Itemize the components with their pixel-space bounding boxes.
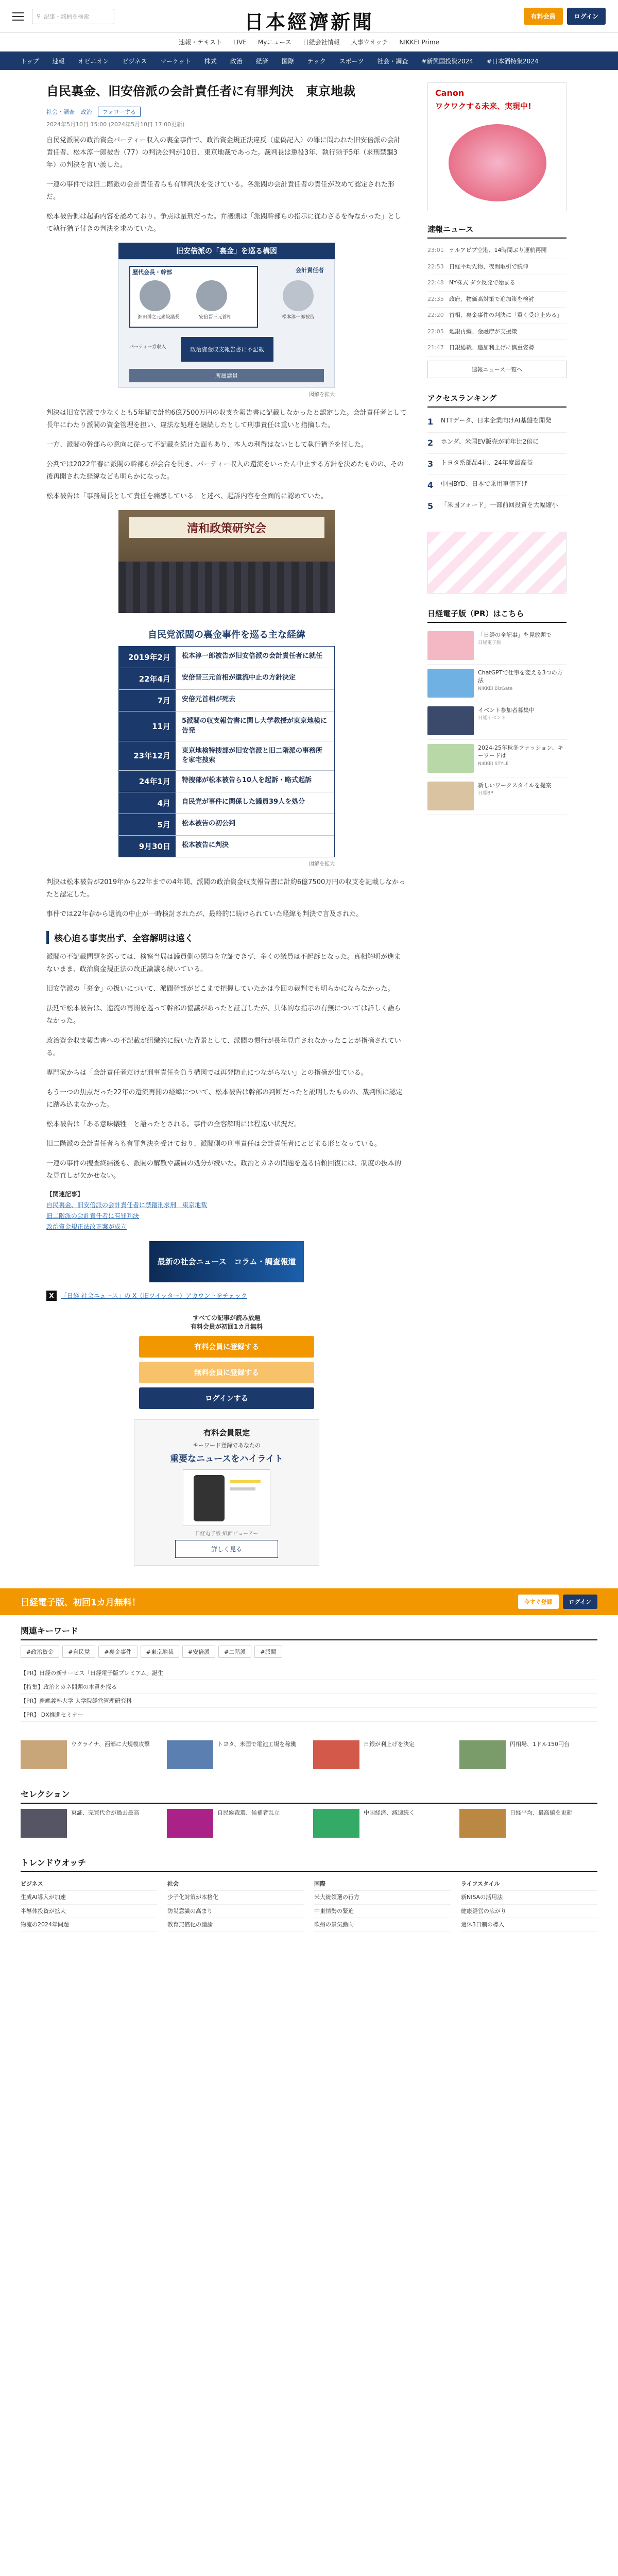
timeline-date: 2019年2月 bbox=[119, 647, 176, 668]
article-title: 自民裏金、旧安倍派の会計責任者に有罪判決 東京地裁 bbox=[46, 84, 355, 98]
mainnav-item[interactable]: 国際 bbox=[281, 57, 294, 65]
paragraph: 政治資金収支報告書への不記載が組織的に続いた背景として、派閥の慣行が長年見直されなかったことが指摘されている。 bbox=[46, 1037, 401, 1057]
card-thumbnail bbox=[167, 1809, 213, 1838]
paragraph: 派閥の不記載問題を巡っては、検察当局は議員側の関与を立証できず、多くの議員は不起訴となった。真相解明が進まないまま、政治資金規正法の改正論議も続いている。 bbox=[46, 953, 401, 974]
card-thumbnail bbox=[21, 1740, 67, 1769]
banner-text: 清和政策研究会 bbox=[129, 517, 324, 538]
news-headline[interactable]: 日経平均先物、夜間取引で続伸 bbox=[449, 263, 528, 270]
mainnav-item[interactable]: #新興国投資2024 bbox=[421, 57, 473, 65]
breaking-news-title: 速報ニュース bbox=[427, 224, 566, 239]
timeline-row bbox=[119, 814, 334, 835]
paragraph: 判決は旧安倍派で少なくとも5年間で計約6億7500万円の収支を報告書に記載しなかったと認定した。会計責任者として長年にわたり派閥の資金管理を担い、違法な処理を継続したとして刑事責任は重いと指摘した。 bbox=[46, 409, 407, 430]
news-item[interactable] bbox=[427, 259, 566, 276]
site-logo[interactable]: 日本經濟新聞 bbox=[244, 10, 374, 33]
trend-link[interactable]: 物流の2024年問題 bbox=[21, 1918, 157, 1931]
trend-column bbox=[167, 1877, 304, 1932]
paragraph: 公判では2022年春に派閥の幹部らが会合を開き、パーティー収入の還流をいったん中止する方針を決めたものの、その後再開された経緯なども明らかになった。 bbox=[46, 461, 404, 481]
article-date: 2024年5月10日 15:00 (2024年5月10日 17:00更新) bbox=[46, 121, 185, 128]
search-icon: ⚲ bbox=[37, 13, 41, 20]
timeline-event: 松本淳一郎被告が旧安倍派の会計責任者に就任 bbox=[176, 647, 334, 668]
related-link[interactable]: 旧二階派の会計責任者に有罪判決 bbox=[46, 1212, 140, 1219]
ranking-item[interactable] bbox=[427, 475, 566, 496]
figure-expand-link[interactable]: 図解を拡大 bbox=[309, 392, 335, 398]
keyword-tag[interactable]: #二階派 bbox=[218, 1646, 251, 1658]
timeline-date: 24年1月 bbox=[119, 771, 176, 792]
ranking-headline[interactable]: 「米国フォード」一部前回投資を大幅縮小 bbox=[441, 501, 558, 509]
figure-expand-link[interactable]: 図解を拡大 bbox=[309, 861, 335, 868]
news-headline[interactable]: テルアビブ空港、14時間ぶり運航再開 bbox=[449, 247, 547, 253]
ranking-item[interactable] bbox=[427, 454, 566, 475]
card-thumbnail bbox=[459, 1740, 506, 1769]
paragraph: 旧二階派の会計責任者らも有罪判決を受けており、派閥側の刑事責任は会計責任者にとどまる形となっている。 bbox=[46, 1140, 382, 1148]
news-time: 23:01 bbox=[427, 247, 444, 253]
sidebar-banner[interactable] bbox=[427, 532, 566, 594]
mainnav-item[interactable]: 速報 bbox=[52, 57, 65, 65]
site-header bbox=[0, 0, 618, 33]
subscription-box: すべての記事が読み放題 有料会員が初回1カ月無料 有料会員に登録する 無料会員に登録する ログインする bbox=[139, 1313, 314, 1409]
card-headline[interactable]: トヨタ、米国で電池工場を稼働 bbox=[217, 1740, 297, 1748]
trend-link[interactable]: 健康経営の広がり bbox=[461, 1905, 597, 1918]
promo-link[interactable]: 【PR】日経の新サービス「日経電子版プレミアム」誕生 bbox=[21, 1666, 597, 1680]
news-time: 22:05 bbox=[427, 328, 444, 335]
paragraph: 松本被告は「事務局長として責任を痛感している」と述べ、起訴内容を全面的に認めていた。 bbox=[46, 493, 328, 501]
follow-button[interactable]: フォローする bbox=[98, 107, 141, 117]
promo-bar: 日経電子版、初回1カ月無料！ 今すぐ登録 ログイン bbox=[0, 1588, 618, 1615]
trend-column bbox=[314, 1877, 451, 1932]
pr-source: NIKKEI STYLE bbox=[478, 761, 509, 767]
search-input[interactable]: ⚲ 記事・銘柄を検索 bbox=[32, 9, 114, 24]
trend-column bbox=[461, 1877, 597, 1932]
section-heading: 核心迫る事実出ず、全容解明は遠く bbox=[46, 931, 407, 944]
feature-details-button[interactable]: 詳しく見る bbox=[175, 1540, 278, 1558]
timeline-row bbox=[119, 668, 334, 689]
pr-source: 日経BP bbox=[478, 791, 493, 796]
card-headline[interactable]: 東証、売買代金が過去最高 bbox=[71, 1809, 139, 1816]
keyword-tag[interactable]: #安倍派 bbox=[182, 1646, 215, 1658]
pr-item[interactable] bbox=[427, 627, 566, 665]
mainnav-item[interactable]: 経済 bbox=[255, 57, 268, 65]
paragraph: 法廷で松本被告は、還流の再開を巡って幹部の協議があったと証言したが、具体的な指示の有無については詳しく語らなかった。 bbox=[46, 1005, 401, 1025]
pr-headline[interactable]: イベント参加者募集中 bbox=[478, 706, 535, 714]
article-card[interactable] bbox=[313, 1740, 451, 1769]
ranking-title: アクセスランキング bbox=[427, 393, 566, 408]
ranking-number: 1 bbox=[427, 416, 434, 427]
trend-link[interactable]: 防災意識の高まり bbox=[167, 1905, 304, 1918]
promo-link[interactable]: 【PR】 DX推進セミナー bbox=[21, 1708, 597, 1722]
pr-text bbox=[478, 669, 566, 698]
keyword-tag[interactable]: #自民党 bbox=[62, 1646, 95, 1658]
keyword-tag[interactable]: #東京地裁 bbox=[141, 1646, 179, 1658]
promo-link[interactable]: 【PR】慶應義塾大学 大学院経営管理研究科 bbox=[21, 1694, 597, 1708]
card-headline[interactable]: 自民総裁選、候補者乱立 bbox=[217, 1809, 280, 1816]
ranking-item[interactable] bbox=[427, 433, 566, 454]
pr-item[interactable] bbox=[427, 702, 566, 740]
related-articles: 【関連記事】 自民裏金、旧安倍派の会計責任者に禁錮刑求刑 東京地裁 旧二階派の会計責任者に有罪判決 政治資金規正法改正案が成立 bbox=[46, 1190, 407, 1231]
pr-source: 日経電子版 bbox=[478, 640, 502, 646]
timeline-event: 東京地検特捜部が旧安倍派と旧二階派の事務所を家宅捜索 bbox=[176, 741, 334, 770]
ranking-headline[interactable]: ホンダ、米国EV販売が前年比2倍に bbox=[441, 437, 539, 445]
timeline-event: 5派閥の収支報告書に関し大学教授が東京地検に告発 bbox=[176, 711, 334, 740]
ranking-headline[interactable]: 中国BYD、日本で乗用車値下げ bbox=[441, 480, 528, 487]
subscribe-button[interactable]: 有料会員 bbox=[524, 8, 563, 25]
portrait-abe bbox=[196, 280, 227, 311]
keyword-tag[interactable]: #裏金事件 bbox=[98, 1646, 137, 1658]
timeline-title: 自民党派閥の裏金事件を巡る主な経緯 bbox=[148, 630, 305, 641]
pr-thumbnail bbox=[427, 631, 474, 660]
figure-structure: 旧安倍派の「裏金」を巡る構図 歴代会長・幹部 細田博之元衆院議長 安倍晋三元首相 会計責任者 松本淳一郎被告 政治資金収支報告書に不記載 パーティー券収入 所属議員 図解を拡大 bbox=[118, 243, 335, 398]
paragraph: 一方、派閥の幹部らの意向に従って不記載を続けた面もあり、本人の利得はないとして執行猶予を付した。 bbox=[46, 441, 368, 449]
timeline-row bbox=[119, 647, 334, 668]
subnav-item[interactable]: 速報・テキスト bbox=[179, 39, 222, 46]
timeline-event: 松本被告に判決 bbox=[176, 836, 334, 857]
login-button[interactable]: ログイン bbox=[567, 8, 606, 25]
mainnav-item[interactable]: スポーツ bbox=[339, 57, 364, 65]
main-navigation bbox=[0, 52, 618, 70]
ranking-number: 3 bbox=[427, 459, 434, 469]
news-time: 22:53 bbox=[427, 263, 444, 270]
figure-title: 旧安倍派の「裏金」を巡る構図 bbox=[118, 243, 335, 259]
section-link[interactable]: 政治 bbox=[80, 108, 92, 115]
paragraph: 松本被告は「ある意味犠牲」と語ったとされる。事件の全容解明には程遠い状況だ。 bbox=[46, 1120, 301, 1128]
timeline-event: 特捜部が松本被告ら10人を起訴・略式起訴 bbox=[176, 771, 334, 792]
promo-login-button[interactable]: ログイン bbox=[563, 1595, 597, 1609]
x-logo-icon: X bbox=[46, 1291, 57, 1301]
sidebar-ad[interactable]: Canon ワクワクする未来、実現中! bbox=[427, 82, 566, 211]
trend-link[interactable]: 生成AI導入が加速 bbox=[21, 1891, 157, 1904]
keyword-tag[interactable]: #政治資金 bbox=[21, 1646, 59, 1658]
pr-thumbnail bbox=[427, 669, 474, 698]
pr-text bbox=[478, 782, 552, 810]
feature-box: 有料会員限定 キーワード登録であなたの 重要なニュースをハイライト 日経電子版 紙面ビューアー 詳しく見る bbox=[134, 1419, 319, 1566]
paragraph: 専門家からは「会計責任者だけが刑事責任を負う構図では再発防止につながらない」との指摘が出ている。 bbox=[46, 1069, 368, 1077]
paragraph: もう一つの焦点だった22年の還流再開の経緯について、松本被告は幹部の判断だったと説明したものの、裁判所は認定に踏み込まなかった。 bbox=[46, 1088, 403, 1109]
trend-section: トレンドウオッチ ビジネス 生成AI導入が加速 半導体投資が拡大 物流の2024年問題 社会 少子化対策が本格化 防災意識の高まり 教育無償化の議論 国際 米大統領選の行方 中東情勢の緊迫 欧州の景気動向 ライフスタイル 新NISAの活用法 健康経営の広がり 週休3日制の導入 bbox=[0, 1847, 618, 1941]
pr-item[interactable] bbox=[427, 665, 566, 702]
article-card[interactable] bbox=[167, 1809, 305, 1838]
timeline-figure bbox=[118, 622, 335, 867]
pr-text bbox=[478, 744, 566, 773]
paragraph: 事件では22年春から還流の中止が一時検討されたが、最終的に続けられていた経緯も判決で言及された。 bbox=[46, 910, 363, 919]
paragraph: 一連の事件の捜査終結後も、派閥の解散や議員の処分が続いた。政治とカネの問題を巡る信頼回復には、制度の抜本的な見直しが欠かせない。 bbox=[46, 1159, 402, 1180]
timeline-event: 自民党が事件に関係した議員39人を処分 bbox=[176, 792, 334, 814]
news-time: 21:47 bbox=[427, 344, 444, 351]
pr-headline[interactable]: 2024-25年秋冬ファッション、キーワードは bbox=[478, 744, 563, 759]
article-card[interactable] bbox=[459, 1740, 597, 1769]
news-item[interactable] bbox=[427, 292, 566, 308]
card-headline[interactable]: ウクライナ、西部に大規模攻撃 bbox=[71, 1740, 150, 1748]
feature-image bbox=[183, 1469, 270, 1526]
pr-thumbnail bbox=[427, 782, 474, 810]
mainnav-item[interactable]: オピニオン bbox=[78, 57, 109, 65]
timeline-event: 松本被告の初公判 bbox=[176, 814, 334, 835]
register-free-button[interactable]: 無料会員に登録する bbox=[139, 1362, 314, 1383]
promo-link[interactable]: 【特集】政治とカネ問題の本質を探る bbox=[21, 1680, 597, 1694]
trend-heading: 社会 bbox=[167, 1877, 304, 1891]
card-headline[interactable]: 日経平均、最高値を更新 bbox=[510, 1809, 572, 1816]
article-card[interactable] bbox=[459, 1809, 597, 1838]
timeline-row bbox=[119, 770, 334, 792]
promo-register-button[interactable]: 今すぐ登録 bbox=[518, 1595, 559, 1609]
portrait-matsumoto bbox=[283, 280, 314, 311]
card-thumbnail bbox=[459, 1809, 506, 1838]
pr-thumbnail bbox=[427, 706, 474, 735]
news-item[interactable] bbox=[427, 308, 566, 324]
ranking-item[interactable] bbox=[427, 412, 566, 433]
timeline-date: 23年12月 bbox=[119, 741, 176, 770]
article-card[interactable] bbox=[21, 1740, 159, 1769]
photo-figure bbox=[118, 510, 335, 613]
paragraph: 判決は松本被告が2019年から22年までの4年間、派閥の政治資金収支報告書に計約6億7500万円の収支を記載しなかったと認定した。 bbox=[46, 878, 406, 899]
news-headline[interactable]: NY株式 ダウ反発で始まる bbox=[449, 279, 516, 286]
trend-link[interactable]: 米大統領選の行方 bbox=[314, 1891, 451, 1904]
timeline-date: 7月 bbox=[119, 690, 176, 711]
article-card[interactable] bbox=[21, 1809, 159, 1838]
timeline-date: 9月30日 bbox=[119, 836, 176, 857]
subnav-item[interactable]: 人事ウオッチ bbox=[351, 39, 388, 46]
timeline-table bbox=[118, 646, 335, 857]
ranking-headline[interactable]: トヨタ系部品4社、24年度最高益 bbox=[441, 459, 533, 466]
related-link[interactable]: 自民裏金、旧安倍派の会計責任者に禁錮刑求刑 東京地裁 bbox=[46, 1201, 208, 1209]
news-time: 22:20 bbox=[427, 312, 444, 318]
trend-link[interactable]: 少子化対策が本格化 bbox=[167, 1891, 304, 1904]
news-item[interactable] bbox=[427, 340, 566, 357]
ranking-headline[interactable]: NTTデータ、日本企業向けAI基盤を開発 bbox=[441, 416, 552, 424]
news-more-link[interactable]: 速報ニュース一覧へ bbox=[427, 361, 566, 378]
paragraph: 自民党派閥の政治資金パーティー収入の裏金事件で、政治資金規正法違反（虚偽記入）の罪に問われた旧安倍派の会計責任者、松本淳一郎被告（77）の判決公判が10日、東京地裁であった。裁判長は懲役3年、執行猶予5年（求刑禁錮3年）の判決を言い渡した。 bbox=[46, 136, 401, 169]
news-headline[interactable]: 地銀再編、金融庁が支援策 bbox=[449, 328, 517, 335]
social-news-banner[interactable]: 最新の社会ニュース コラム・調査報道 bbox=[149, 1241, 304, 1282]
timeline-row bbox=[119, 689, 334, 711]
news-item[interactable] bbox=[427, 324, 566, 341]
trend-link[interactable]: 教育無償化の議論 bbox=[167, 1918, 304, 1931]
pr-text bbox=[478, 706, 535, 735]
mainnav-item[interactable]: トップ bbox=[21, 57, 39, 65]
subnav-item[interactable]: LIVE bbox=[233, 38, 247, 46]
sidebar bbox=[427, 82, 566, 1576]
timeline-date: 22年4月 bbox=[119, 668, 176, 689]
news-headline[interactable]: 首相、裏金事件の判決に「重く受け止める」 bbox=[449, 312, 562, 318]
label: 歴代会長・幹部 bbox=[132, 269, 172, 276]
crowd-image bbox=[118, 562, 335, 613]
mainnav-item[interactable]: #日本酒特集2024 bbox=[486, 57, 539, 65]
card-thumbnail bbox=[21, 1809, 67, 1838]
mainnav-item[interactable]: 株式 bbox=[204, 57, 217, 65]
pr-thumbnail bbox=[427, 744, 474, 773]
card-thumbnail bbox=[167, 1740, 213, 1769]
ranking-number: 4 bbox=[427, 480, 434, 490]
timeline-row bbox=[119, 792, 334, 814]
timeline-date: 5月 bbox=[119, 814, 176, 835]
sub-navigation bbox=[0, 33, 618, 52]
register-paid-button[interactable]: 有料会員に登録する bbox=[139, 1336, 314, 1358]
mainnav-item[interactable]: ビジネス bbox=[122, 57, 147, 65]
paragraph: 旧安倍派の「裏金」の扱いについて、派閥幹部がどこまで把握していたかは今回の裁判でも明らかにならなかった。 bbox=[46, 985, 394, 993]
news-time: 22:48 bbox=[427, 279, 444, 286]
keyword-tag[interactable]: #派閥 bbox=[254, 1646, 282, 1658]
section-link[interactable]: 社会・調査 bbox=[46, 108, 75, 115]
hamburger-menu-icon[interactable] bbox=[12, 12, 24, 21]
portrait-hosoda bbox=[140, 280, 170, 311]
pr-headline[interactable]: 新しいワークスタイルを提案 bbox=[478, 782, 552, 789]
timeline-row bbox=[119, 741, 334, 770]
related-link[interactable]: 政治資金規正法改正案が成立 bbox=[46, 1223, 127, 1230]
ranking-number: 2 bbox=[427, 437, 434, 448]
ranking-number: 5 bbox=[427, 501, 434, 511]
card-headline[interactable]: 中国経済、減速続く bbox=[364, 1809, 415, 1816]
subnav-item[interactable]: 日経会社情報 bbox=[302, 39, 340, 46]
selection-section: セレクション 東証、売買代金が過去最高 自民総裁選、候補者乱立 中国経済、減速続く 日経平均、最高値を更新 bbox=[0, 1778, 618, 1847]
pr-source: NIKKEI BizGate bbox=[478, 686, 513, 692]
trend-link[interactable]: 中東情勢の緊迫 bbox=[314, 1905, 451, 1918]
subnav-item[interactable]: NIKKEI Prime bbox=[399, 38, 439, 46]
article-card[interactable] bbox=[167, 1740, 305, 1769]
pr-text bbox=[478, 631, 552, 660]
card-thumbnail bbox=[313, 1809, 359, 1838]
timeline-row bbox=[119, 711, 334, 740]
mainnav-item[interactable]: 政治 bbox=[230, 57, 243, 65]
pr-headline[interactable]: ChatGPTで仕事を変える3つの方法 bbox=[478, 669, 563, 684]
pr-item[interactable] bbox=[427, 777, 566, 815]
trend-link[interactable]: 半導体投資が拡大 bbox=[21, 1905, 157, 1918]
article bbox=[46, 82, 407, 1576]
news-time: 22:35 bbox=[427, 295, 444, 302]
news-item[interactable] bbox=[427, 275, 566, 292]
trend-column bbox=[21, 1877, 157, 1932]
timeline-event: 安倍晋三元首相が還流中止の方針決定 bbox=[176, 668, 334, 689]
pr-title: 日経電子版（PR）はこちら bbox=[427, 608, 566, 623]
news-headline[interactable]: 日銀総裁、追加利上げに慎重姿勢 bbox=[449, 344, 534, 351]
mainnav-item[interactable]: 社会・調査 bbox=[377, 57, 408, 65]
trend-link[interactable]: 週休3日制の導入 bbox=[461, 1918, 597, 1931]
timeline-date: 4月 bbox=[119, 792, 176, 814]
article-card[interactable] bbox=[313, 1809, 451, 1838]
related-keywords: 関連キーワード #政治資金 #自民党 #裏金事件 #東京地裁 #安倍派 #二階派 #派閥 【PR】日経の新サービス「日経電子版プレミアム」誕生 【特集】政治とカネ問題の本質を探る 【PR】慶應義塾大学 大学院経営管理研究科 【PR】 DX推進セミナー bbox=[0, 1615, 618, 1731]
mainnav-item[interactable]: マーケット bbox=[160, 57, 191, 65]
paragraph: 松本被告側は起訴内容を認めており、争点は量刑だった。弁護側は「派閥幹部らの指示に従わざるを得なかった」として執行猶予付きの判決を求めていた。 bbox=[46, 213, 402, 233]
follow-x-link[interactable]: 「日経 社会ニュース」の X（旧ツイッター）アカウントをチェック bbox=[61, 1292, 247, 1300]
news-headline[interactable]: 政府、物価高対策で追加策を検討 bbox=[449, 295, 534, 302]
recommended-cards bbox=[0, 1731, 618, 1778]
trend-heading: 国際 bbox=[314, 1877, 451, 1891]
paragraph: 一連の事件では旧二階派の会計責任者らも有罪判決を受けている。各派閥の会計責任者の責任が改めて認定された形だ。 bbox=[46, 180, 395, 201]
card-thumbnail bbox=[313, 1740, 359, 1769]
mainnav-item[interactable]: テック bbox=[307, 57, 326, 65]
card-headline[interactable]: 日銀が利上げを決定 bbox=[364, 1740, 415, 1748]
pr-source: 日経イベント bbox=[478, 716, 506, 721]
trend-heading: ビジネス bbox=[21, 1877, 157, 1891]
pr-headline[interactable]: 「日経の全記事」を見放題で bbox=[478, 631, 552, 638]
pr-item[interactable] bbox=[427, 740, 566, 777]
news-item[interactable] bbox=[427, 243, 566, 259]
timeline-date: 11月 bbox=[119, 711, 176, 740]
trend-heading: ライフスタイル bbox=[461, 1877, 597, 1891]
ranking-item[interactable] bbox=[427, 496, 566, 517]
trend-link[interactable]: 欧州の景気動向 bbox=[314, 1918, 451, 1931]
timeline-row bbox=[119, 835, 334, 857]
login-button[interactable]: ログインする bbox=[139, 1387, 314, 1409]
timeline-event: 安倍元首相が死去 bbox=[176, 690, 334, 711]
trend-link[interactable]: 新NISAの活用法 bbox=[461, 1891, 597, 1904]
card-headline[interactable]: 円相場、1ドル150円台 bbox=[510, 1740, 570, 1748]
subnav-item[interactable]: Myニュース bbox=[258, 39, 291, 46]
